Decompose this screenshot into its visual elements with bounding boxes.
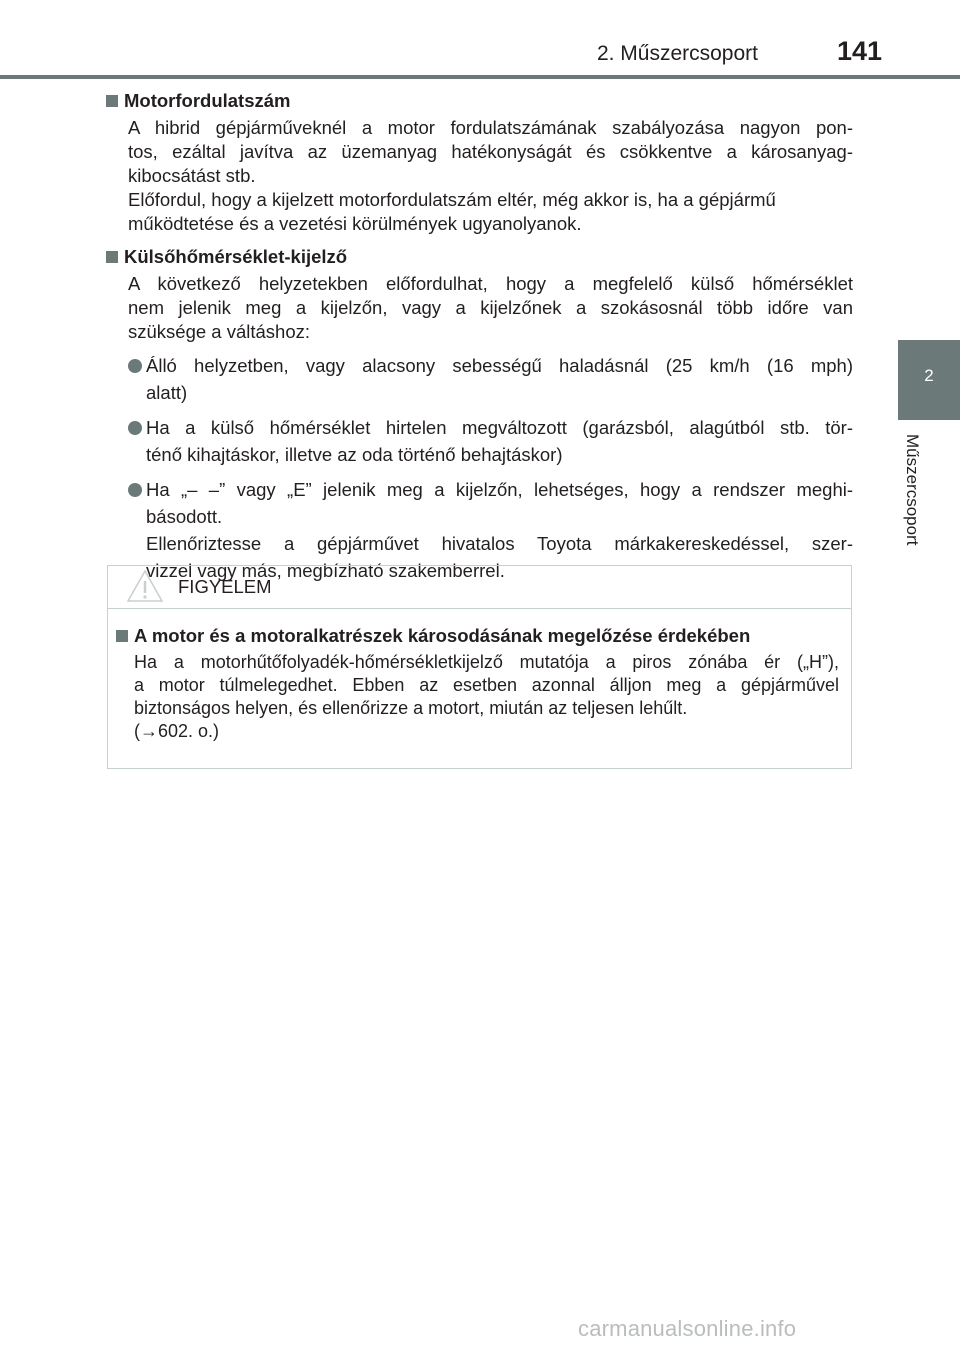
text-line: Ellenőriztesse a gépjárművet hivatalos Toyota márkakereskedéssel, szer- <box>146 533 853 554</box>
list-item <box>128 352 853 406</box>
header-rule <box>0 75 960 79</box>
square-bullet-icon <box>106 251 118 263</box>
square-bullet-icon <box>116 630 128 642</box>
warning-body <box>108 609 851 743</box>
text-line: básodott. <box>146 506 223 527</box>
circle-bullet-icon <box>128 359 142 373</box>
section-heading-motorfordulatszam <box>106 90 853 112</box>
text-line: Előfordul, hogy a kijelzett motorfordulatszám eltér, még akkor is, ha a gépjármű <box>128 189 776 210</box>
text-line: szüksége a váltáshoz: <box>128 321 311 342</box>
text-line: biztonságos helyen, és ellenőrizze a motort, miután az teljesen lehűlt. <box>134 698 688 718</box>
chapter-number: 2 <box>924 366 934 385</box>
text-line: alatt) <box>146 382 188 403</box>
section-heading-text: Motorfordulatszám <box>124 90 291 111</box>
list-item <box>128 414 853 468</box>
text-line: A hibrid gépjárműveknél a motor fordulatszámának szabályozása nagyon pon- <box>128 117 853 138</box>
text-line: a motor túlmelegedhet. Ebben az esetben azonnal álljon meg a gépjárművel <box>134 675 839 695</box>
text-line: nem jelenik meg a kijelzőn, vagy a kijelzőnek a szokásosnál több időre van <box>128 297 853 318</box>
text-line: (→602. o.) <box>134 721 220 741</box>
text-line: Álló helyzetben, vagy alacsony sebességű haladásnál (25 km/h (16 mph) <box>146 355 853 376</box>
circle-bullet-icon <box>128 421 142 435</box>
text-line: működtetése és a vezetési körülmények ugyanolyanok. <box>128 213 582 234</box>
section-paragraph <box>128 116 853 236</box>
warning-box <box>107 565 852 769</box>
section-paragraph <box>128 272 853 344</box>
warning-heading <box>116 625 839 647</box>
circle-bullet-icon <box>128 483 142 497</box>
text-line: Ha a motorhűtőfolyadék-hőmérsékletkijelző mutatója a piros zónába ér („H”), <box>134 652 839 672</box>
warning-title: FIGYELEM <box>178 576 272 597</box>
warning-triangle-icon <box>126 569 164 608</box>
text-line: vizzel vagy más, megbízható szakemberrel. <box>146 560 505 581</box>
text-line: A következő helyzetekben előfordulhat, hogy a megfelelő külső hőmérséklet <box>128 273 853 294</box>
section-heading-text: Külsőhőmérséklet-kijelző <box>124 246 348 267</box>
warning-heading-text: A motor és a motoralkatrészek károsodásának megelőzése érdekében <box>134 625 751 646</box>
section-title: 2. Műszercsoport <box>596 42 758 65</box>
warning-header <box>108 566 851 609</box>
text-line: tos, ezáltal javítva az üzemanyag hatékonyságát és csökkentve a károsanyag- <box>128 141 853 162</box>
watermark: carmanualsonline.info <box>578 1316 797 1341</box>
warning-paragraph <box>134 651 839 743</box>
text-line: Ha „– –” vagy „E” jelenik meg a kijelzőn, lehetséges, hogy a rendszer meghi- <box>146 479 853 500</box>
section-heading-kulsohomerseklet <box>106 246 853 268</box>
page-number: 141 <box>836 36 882 66</box>
text-line: Ha a külső hőmérséklet hirtelen megváltozott (garázsból, alagútból stb. tör- <box>146 417 853 438</box>
text-line: kibocsátást stb. <box>128 165 256 186</box>
text-line: ténő kihajtáskor, illetve az oda történő behajtáskor) <box>146 444 563 465</box>
chapter-label: Műszercsoport <box>903 434 922 546</box>
square-bullet-icon <box>106 95 118 107</box>
main-content <box>108 90 853 584</box>
chapter-tab <box>898 340 960 420</box>
